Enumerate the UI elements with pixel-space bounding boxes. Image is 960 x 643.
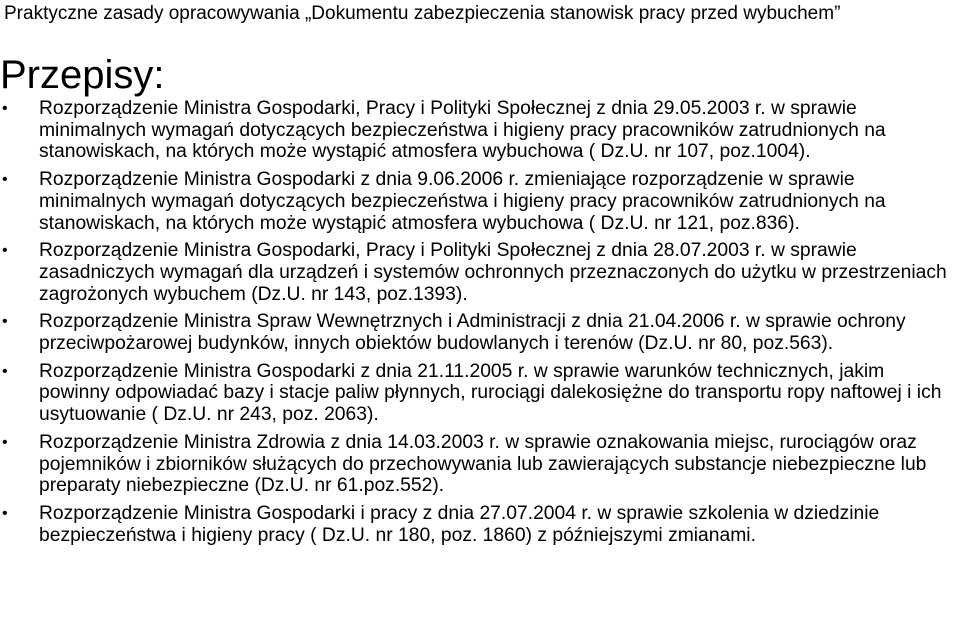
bullet-icon: • bbox=[2, 171, 8, 189]
list-item-text: Rozporządzenie Ministra Gospodarki, Pracy i Polityki Społecznej z dnia 28.07.2003 r. w sprawie zasadniczych wymagań dla urządzeń i systemów ochronnych przeznaczonych do użytku w przestrzeniach zagrożonych wybuchem (Dz.U. nr 143, poz.1393). bbox=[39, 240, 947, 305]
regulations-list bbox=[0, 98, 960, 552]
slide-header bbox=[0, 0, 960, 29]
list-item bbox=[0, 98, 960, 163]
list-item bbox=[0, 169, 960, 234]
list-item-text: Rozporządzenie Ministra Gospodarki i pracy z dnia 27.07.2004 r. w sprawie szkolenia w dziedzinie bezpieczeństwa i higieny pracy ( Dz.U. nr 180, poz. 1860) z późniejszymi zmianami. bbox=[39, 502, 880, 546]
bullet-icon: • bbox=[2, 433, 8, 451]
bullet-icon: • bbox=[2, 100, 8, 117]
list-item-text: Rozporządzenie Ministra Gospodarki z dnia 9.06.2006 r. zmieniające rozporządzenie w sprawie minimalnych wymagań dotyczących bezpieczeństwa i higieny pracy pracowników zatrudnionych na stanowiskach, na których może wystąpić atmosfera wybuchowa ( Dz.U. nr 121, poz.836). bbox=[39, 169, 886, 234]
list-item bbox=[0, 503, 960, 546]
list-item-text: Rozporządzenie Ministra Gospodarki, Pracy i Polityki Społecznej z dnia 29.05.2003 r. w sprawie minimalnych wymagań dotyczących bezpieczeństwa i higieny pracy pracowników zatrudnionych na stanowiskach, na których może wystąpić atmosfera wybuchowa ( Dz.U. nr 107, poz.1004). bbox=[39, 98, 886, 163]
list-item-text: Rozporządzenie Ministra Gospodarki z dnia 21.11.2005 r. w sprawie warunków technicznych, jakim powinny odpowiadać bazy i stacje paliw płynnych, rurociągi dalekosiężne do transportu ropy naftowej i ich usytuowanie ( Dz.U. nr 243, poz. 2063). bbox=[39, 360, 942, 426]
bullet-icon: • bbox=[2, 504, 8, 522]
bullet-icon: • bbox=[2, 362, 8, 380]
list-item-text: Rozporządzenie Ministra Spraw Wewnętrznych i Administracji z dnia 21.04.2006 r. w sprawie ochrony przeciwpożarowej budynków, innych obiektów budowlanych i terenów (Dz.U. nr 80, poz.563). bbox=[39, 311, 906, 355]
header-title: Praktyczne zasady opracowywania „Dokumentu zabezpieczenia stanowisk pracy przed wybuchem” bbox=[4, 3, 841, 24]
list-item bbox=[0, 240, 960, 305]
bullet-icon: • bbox=[2, 313, 8, 331]
list-item bbox=[0, 311, 960, 354]
list-item-text: Rozporządzenie Ministra Zdrowia z dnia 14.03.2003 r. w sprawie oznakowania miejsc, rurociągów oraz pojemników i zbiorników służących do przechowywania lub zawierających substancje niebezpieczne lub preparaty niebezpieczne (Dz.U. nr 61.poz.552). bbox=[39, 431, 927, 497]
list-item bbox=[0, 361, 960, 426]
bullet-icon: • bbox=[2, 242, 8, 260]
slide-title: Przepisy: bbox=[0, 53, 165, 97]
list-item bbox=[0, 432, 960, 497]
